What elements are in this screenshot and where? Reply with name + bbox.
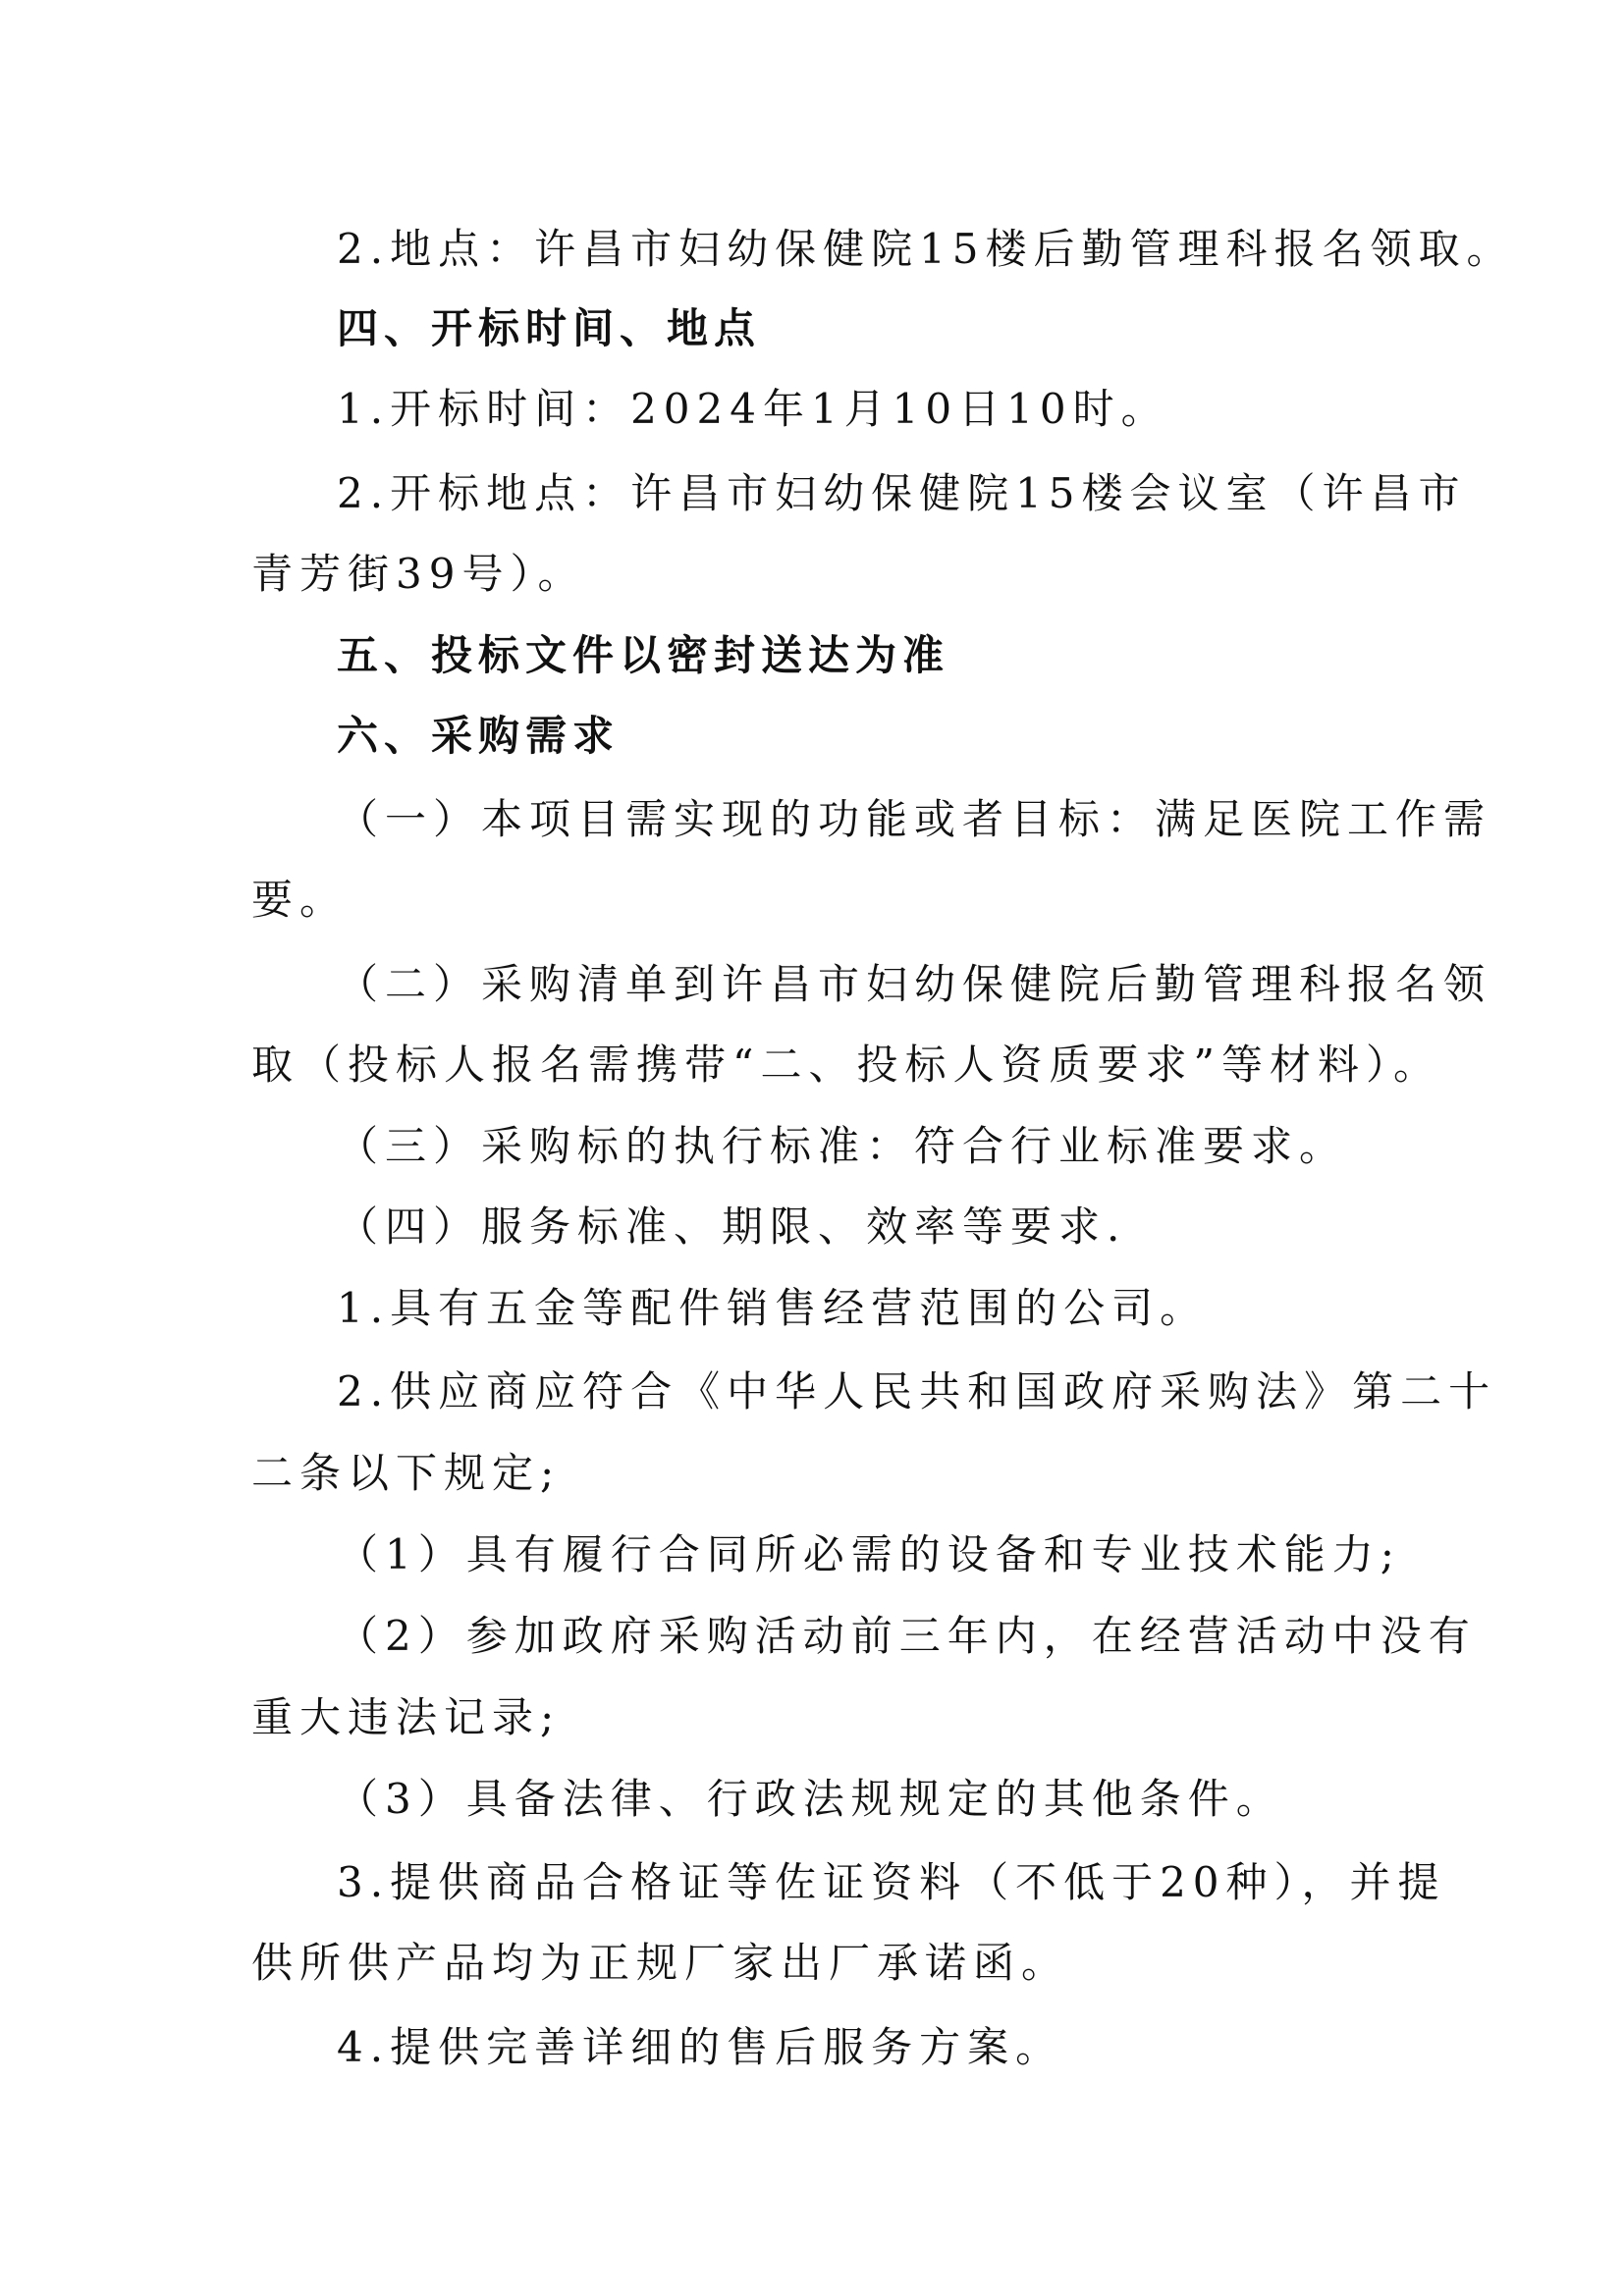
item-2-line1: 2.供应商应符合《中华人民共和国政府采购法》第二十 [337,1367,1497,1415]
item-2-subitem-3: （3）具备法律、行政法规规定的其他条件。 [337,1775,1284,1823]
requirement-2-line2: 取（投标人报名需携带“二、投标人资质要求”等材料）。 [251,1041,1441,1089]
item-2-subitem-1: （1）具有履行合同所必需的设备和专业技术能力; [337,1530,1401,1578]
requirement-4: （四）服务标准、期限、效率等要求. [337,1202,1127,1251]
bid-opening-location-line2: 青芳街39号）。 [251,550,586,598]
item-2-subitem-2-line1: （2）参加政府采购活动前三年内，在经营活动中没有 [337,1612,1477,1660]
item-3-line1: 3.提供商品合格证等佐证资料（不低于20种），并提 [337,1858,1446,1906]
requirement-2-line1: （二）采购清单到许昌市妇幼保健院后勤管理科报名领 [337,960,1492,1008]
requirement-1-line2: 要。 [251,876,349,924]
section-heading-sealed-delivery: 五、投标文件以密封送达为准 [337,631,950,679]
item-2-subitem-2-line2: 重大违法记录; [251,1693,562,1741]
item-2-line2: 二条以下规定; [251,1449,562,1497]
location-paragraph: 2.地点：许昌市妇幼保健院15楼后勤管理科报名领取。 [337,225,1515,273]
section-heading-procurement-needs: 六、采购需求 [337,712,621,760]
item-3-line2: 供所供产品均为正规厂家出厂承诺函。 [251,1939,1070,1987]
item-4: 4.提供完善详细的售后服务方案。 [337,2023,1064,2071]
requirement-1-line1: （一）本项目需实现的功能或者目标：满足医院工作需 [337,795,1492,843]
section-heading-bid-opening: 四、开标时间、地点 [337,304,762,352]
requirement-3: （三）采购标的执行标准：符合行业标准要求。 [337,1122,1348,1170]
bid-opening-location-line1: 2.开标地点：许昌市妇幼保健院15楼会议室（许昌市 [337,469,1467,517]
bid-opening-time: 1.开标时间：2024年1月10日10时。 [337,385,1169,433]
item-1: 1.具有五金等配件销售经营范围的公司。 [337,1284,1209,1332]
